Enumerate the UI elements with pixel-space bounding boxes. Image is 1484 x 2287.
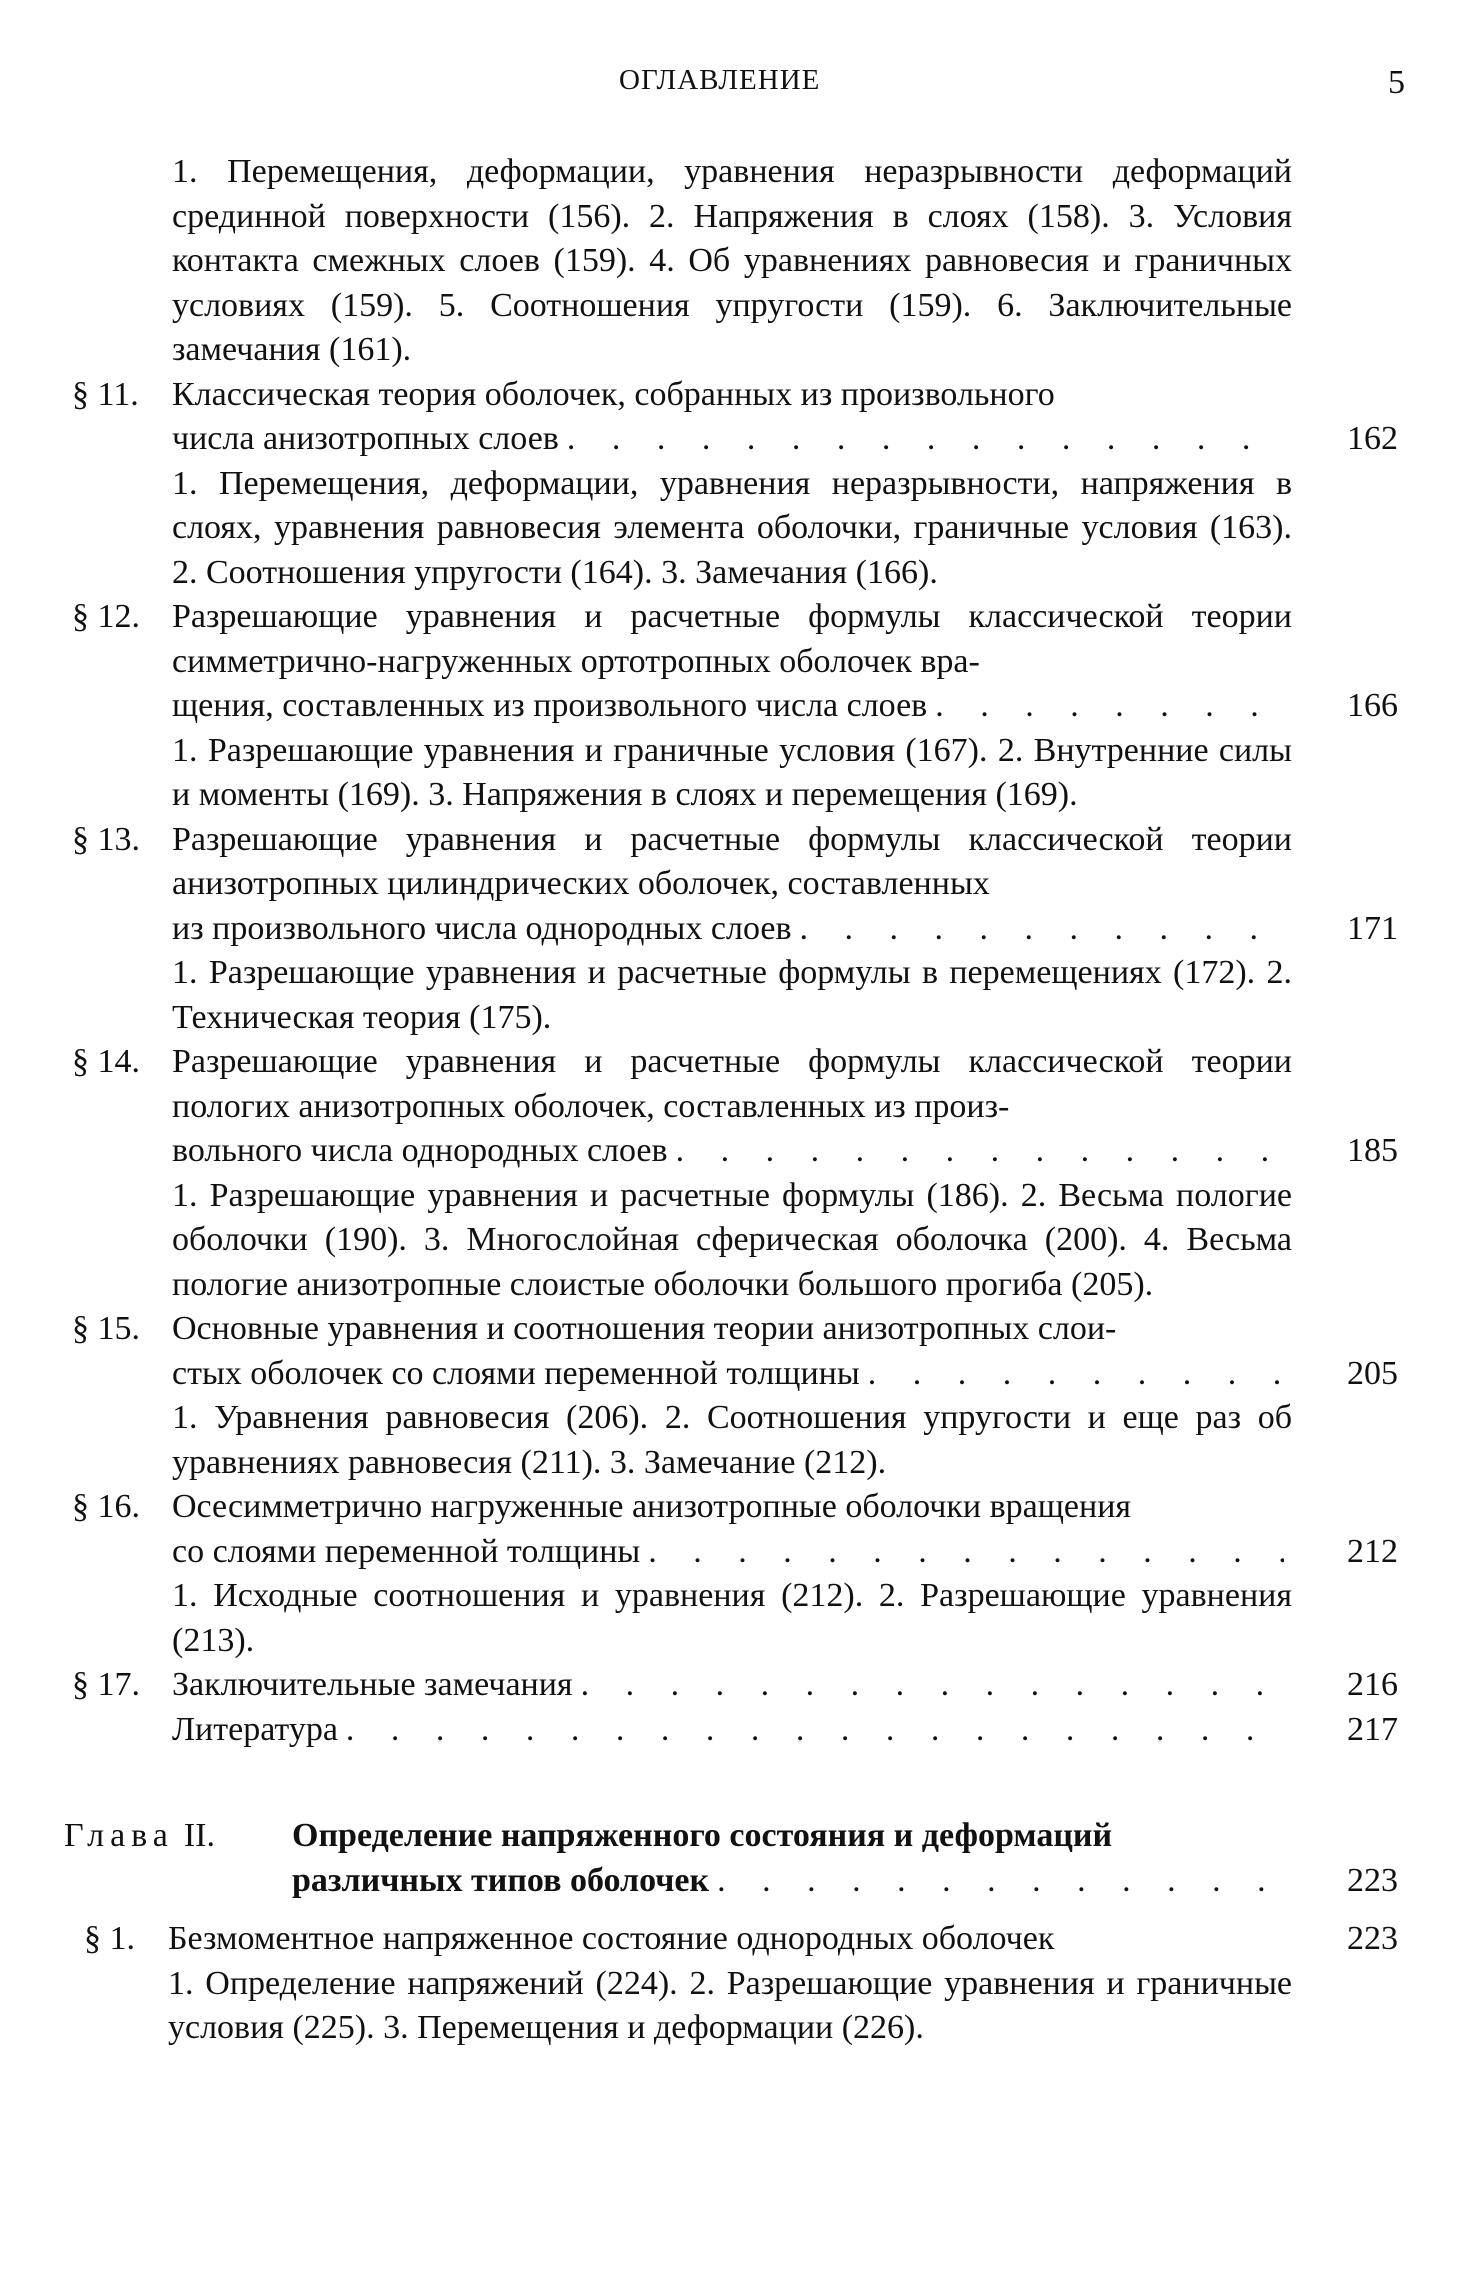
section-number: § 12. — [72, 598, 140, 635]
toc-entry-17[interactable] — [0, 1663, 1484, 1708]
section-title-head: Основные уравнения и соотношения теории анизотропных слои- — [172, 1310, 1117, 1347]
subsections: 1. Разрешающие уравнения и расчетные формулы в перемещениях (172). 2. Техническая теория (175). — [172, 954, 1292, 1036]
section-number: § 15. — [72, 1310, 140, 1347]
section-title: Безмоментное напряженное состояние однородных оболочек — [168, 1920, 1055, 1957]
section-title-head: Разрешающие уравнения и расчетные формулы классической теории пологих анизотропных оболочек, составленных из произ- — [172, 1043, 1292, 1125]
section-page: 212 — [1347, 1532, 1398, 1570]
section-title-head: Классическая теория оболочек, собранных из произвольного — [172, 375, 1055, 413]
leader-dots — [800, 907, 1284, 952]
section-page: 223 — [1347, 1920, 1398, 1957]
section-number: § 13. — [72, 820, 140, 858]
leader-dots — [676, 1129, 1284, 1174]
section-page: 166 — [1347, 687, 1398, 724]
toc-entry-14[interactable] — [0, 1040, 1484, 1307]
subsections: 1. Перемещения, деформации, уравнения неразрывности, напряжения в слоях, уравнения равновесия элемента оболочки, граничные условия (163). 2. Соотношения упругости (164). 3. Замечания (166). — [172, 464, 1292, 591]
section-title-last: Литература — [172, 1710, 338, 1748]
section-number: § 1. — [84, 1920, 135, 1957]
chapter-title-line2: различных типов оболочек — [292, 1861, 710, 1899]
toc-chapter-2[interactable] — [0, 1814, 1484, 1903]
leader-dots — [935, 684, 1284, 729]
toc-entry-12[interactable] — [0, 595, 1484, 818]
section-title-head: Разрешающие уравнения и расчетные формулы классической теории анизотропных цилиндрических оболочек, составленных — [172, 820, 1292, 902]
section-title-head: Разрешающие уравнения и расчетные формулы классической теории симметрично-нагруженных ортотропных оболочек вра- — [172, 598, 1292, 680]
toc-entry-13[interactable] — [0, 818, 1484, 1041]
section-number: § 17. — [72, 1666, 140, 1703]
section-number: § 16. — [72, 1488, 140, 1525]
subsections: 1. Разрешающие уравнения и граничные условия (167). 2. Внутренние силы и моменты (169). 3. Напряжения в слоях и перемещения (169). — [172, 731, 1292, 813]
page-number: 5 — [1388, 64, 1405, 101]
subsections: 1. Определение напряжений (224). 2. Разрешающие уравнения и граничные условия (225). 3. Перемещения и деформации (226). — [168, 1964, 1292, 2046]
page-header — [0, 64, 1484, 108]
section-title-last: из произвольного числа однородных слоев — [172, 909, 792, 947]
section-page: 171 — [1347, 909, 1398, 947]
running-title: ОГЛАВЛЕНИЕ — [619, 64, 821, 96]
leader-dots — [868, 1352, 1284, 1397]
section-title-last: щения, составленных из произвольного числа слоев — [172, 687, 928, 724]
subsections: 1. Разрешающие уравнения и расчетные формулы (186). 2. Весьма пологие оболочки (190). 3. Многослойная сферическая оболочка (200). 4. Весьма пологие анизотропные слоистые оболочки большого прогиба (205). — [172, 1176, 1292, 1303]
section-page: 185 — [1347, 1132, 1398, 1169]
chapter-label: Глава II. — [64, 1817, 216, 1854]
section-title-head: Осесимметрично нагруженные анизотропные оболочки вращения — [172, 1488, 1132, 1525]
subsections: 1. Уравнения равновесия (206). 2. Соотношения упругости и еще раз об уравнениях равновесия (211). 3. Замечание (212). — [172, 1399, 1292, 1481]
section-title-last: числа анизотропных слоев — [172, 420, 559, 457]
toc-entry-ch2-1[interactable] — [0, 1917, 1484, 2051]
toc-content — [0, 150, 1484, 2051]
chapter-page: 223 — [1347, 1861, 1398, 1899]
leader-dots — [717, 1859, 1284, 1904]
section-title-last: со слоями переменной толщины — [172, 1532, 641, 1570]
leader-dots — [581, 1663, 1284, 1708]
section-page: 216 — [1347, 1666, 1398, 1703]
section-number: § 11. — [72, 375, 139, 413]
section-page: 205 — [1347, 1354, 1398, 1392]
chapter-roman: II. — [183, 1817, 216, 1854]
leader-dots — [648, 1530, 1284, 1575]
intro-subsections: 1. Перемещения, деформации, уравнения неразрывности деформаций срединной поверхности (156). 2. Напряжения в слоях (158). 3. Условия контакта смежных слоев (159). 4. Об уравнениях равновесия и граничных условиях (159). 5. Соотношения упругости (159). 6. Заключительные замечания (161). — [172, 153, 1292, 368]
leader-dots — [346, 1708, 1284, 1753]
section-title-last: Заключительные замечания — [172, 1666, 573, 1703]
leader-dots — [567, 417, 1284, 462]
section-page: 217 — [1347, 1710, 1398, 1748]
toc-entry-16[interactable] — [0, 1485, 1484, 1663]
subsections: 1. Исходные соотношения и уравнения (212). 2. Разрешающие уравнения (213). — [172, 1577, 1292, 1659]
toc-entry-11[interactable] — [0, 373, 1484, 596]
toc-entry-literature[interactable] — [0, 1708, 1484, 1753]
toc-entry-15[interactable] — [0, 1307, 1484, 1485]
section-title-last: стых оболочек со слоями переменной толщины — [172, 1354, 860, 1392]
chapter-title-line1: Определение напряженного состояния и деформаций — [292, 1817, 1113, 1854]
section-title-last: вольного числа однородных слоев — [172, 1132, 668, 1169]
section-number: § 14. — [72, 1043, 140, 1080]
section-page: 162 — [1347, 420, 1398, 457]
